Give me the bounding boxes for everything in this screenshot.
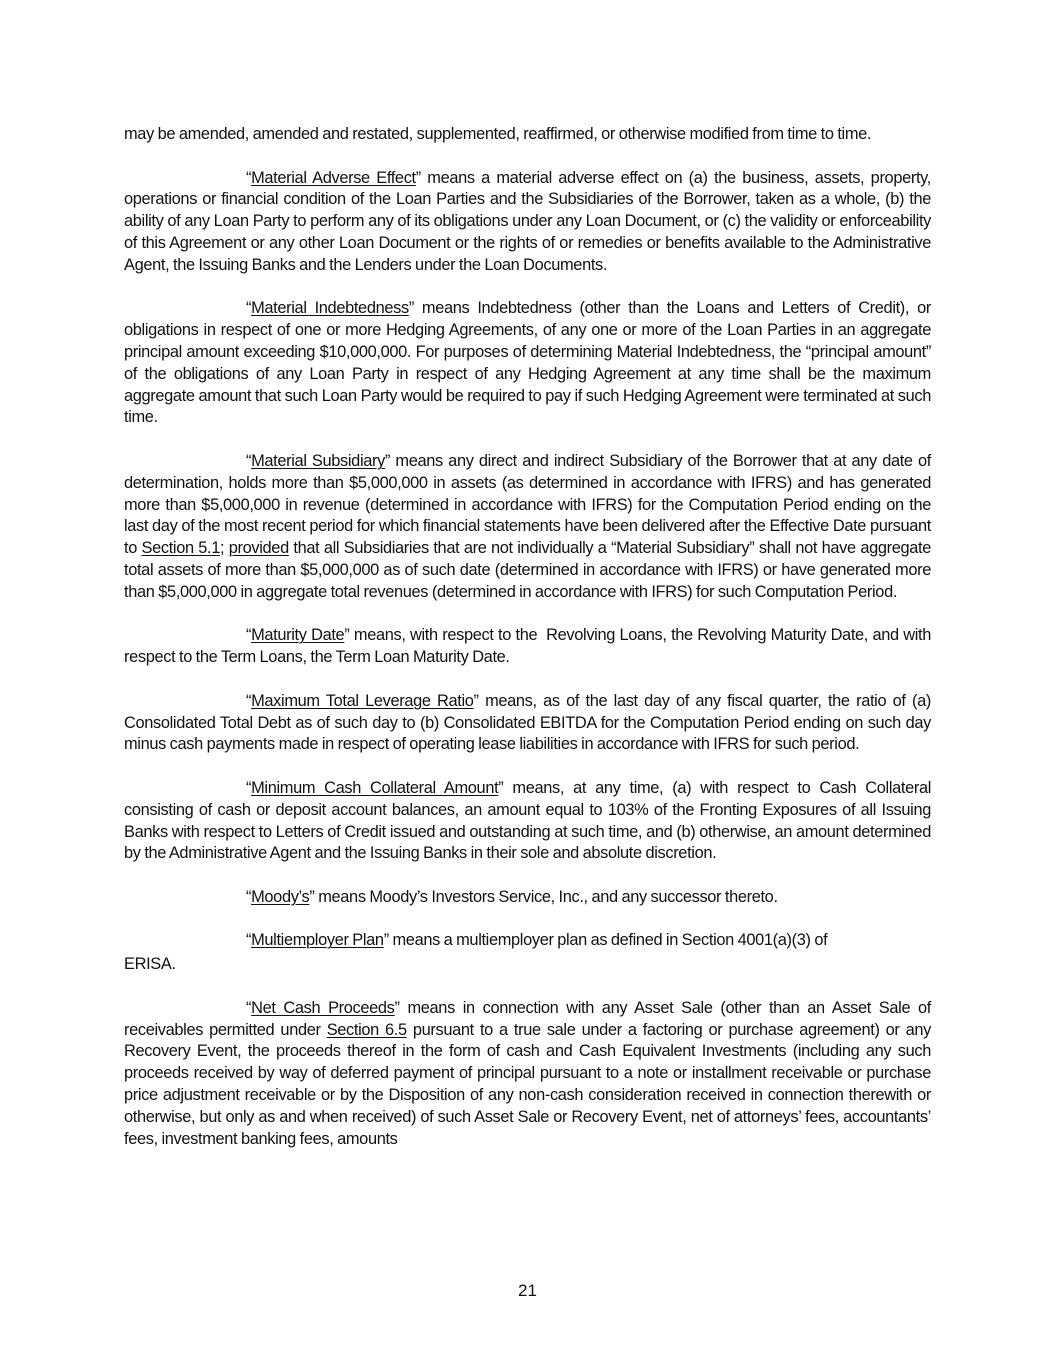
definition-multiemployer-plan (124, 930, 931, 952)
definition-text: means in connection with any Asset Sale (other than an Asset Sale of receivables permitted under (124, 998, 932, 1039)
open-quote: “ (246, 451, 252, 470)
open-quote: “ (246, 887, 252, 906)
definition-text: means Moody’s Investors Service, Inc., and any successor thereto. (314, 887, 778, 906)
open-quote: “ (246, 931, 252, 950)
section-reference: Section 5.1 (141, 539, 221, 558)
definition-maximum-total-leverage-ratio (124, 691, 931, 756)
definition-multiemployer-plan-wrap (124, 952, 931, 976)
close-quote: ” (344, 626, 350, 645)
defined-term: Material Subsidiary (251, 451, 385, 470)
definition-maturity-date (124, 625, 935, 669)
definition-moodys (124, 887, 931, 909)
definition-text: means a multiemployer plan as defined in Section 4001(a)(3) of (388, 931, 828, 950)
open-quote: “ (246, 626, 252, 645)
definition-text: means, with respect to the Revolving Loans, the Revolving Maturity Date, and with respect to the Term Loans, the Term Loan Maturity Date. (124, 626, 935, 667)
definition-text-continued: pursuant to a true sale under a factoring or purchase agreement) or any Recovery Event, the proceeds thereof in the form of cash and Cash Equivalent Investments (including any such proceeds received by way of deferred payment of principal pursuant to a note or installment receivable or purchase price adjustment receivable or by the Disposition of any non-cash consideration received in connection therewith or otherwise, but only as and when received) of such Asset Sale or Recovery Event, net of attorneys’ fees, accountants’ fees, investment banking fees, amounts (124, 1020, 931, 1148)
close-quote: ” (383, 931, 389, 950)
close-quote: ” (408, 299, 414, 318)
section-reference: Section 6.5 (326, 1020, 407, 1039)
open-quote: “ (246, 168, 252, 187)
definition-text: means, at any time, (a) with respect to Cash Collateral consisting of cash or deposit account balances, an amount equal to 103% of the Fronting Exposures of all Issuing Banks with respect to Letters of Credit issued and outstanding at such time, and (b) otherwise, an amount determined by the Administrative Agent and the Issuing Banks in their sole and absolute discretion. (124, 778, 932, 863)
defined-term: Net Cash Proceeds (251, 998, 395, 1017)
definition-text: means any direct and indirect Subsidiary of the Borrower that at any date of determination, holds more than $5,000,000 in assets (as determined in accordance with IFRS) and has generated more than $5,000,000 in revenue (determined in accordance with IFRS) for the Computation Period ending on the last day of the most recent period for which financial statements have been delivered after the Effective Date pursuant to (124, 451, 931, 558)
defined-term: Maximum Total Leverage Ratio (251, 691, 474, 710)
definition-text: means a material adverse effect on (a) the business, assets, property, operations or financial condition of the Loan Parties and the Subsidiaries of the Borrower, taken as a whole, (b) the ability of any Loan Party to perform any of its obligations under any Loan Document, or (c) the validity or enforceability of this Agreement or any other Loan Document or the rights of or remedies or benefits available to the Administrative Agent, the Issuing Banks and the Lenders under the Loan Documents. (124, 168, 931, 274)
definition-material-adverse-effect (124, 168, 931, 277)
page-number: 21 (518, 1281, 537, 1300)
definition-net-cash-proceeds (124, 998, 931, 1151)
separator-text: ; (220, 539, 229, 558)
proviso-term: provided (228, 539, 289, 558)
open-quote: “ (246, 778, 252, 797)
defined-term: Moody’s (251, 887, 310, 906)
definition-text: means, as of the last day of any fiscal quarter, the ratio of (a) Consolidated Total Debt as of such day to (b) Consolidated EBITDA for the Computation Period ending on such day minus cash payments made in respect of operating lease liabilities in accordance with IFRS for such period. (124, 691, 931, 754)
close-quote: ” (473, 691, 479, 710)
defined-term: Material Adverse Effect (251, 168, 416, 187)
definition-text: means Indebtedness (other than the Loans and Letters of Credit), or obligations in respect of one or more Hedging Agreements, of any one or more of the Loan Parties in an aggregate principal amount exceeding $10,000,000. For purposes of determining Material Indebtedness, the “principal amount” of the obligations of any Loan Party in respect of any Hedging Agreement at any time shall be the maximum aggregate amount that such Loan Party would be required to pay if such Hedging Agreement were terminated at such time. (124, 299, 931, 427)
close-quote: ” (394, 998, 400, 1017)
defined-term: Material Indebtedness (251, 299, 409, 318)
close-quote: ” (498, 778, 504, 797)
close-quote: ” (415, 168, 421, 187)
definition-minimum-cash-collateral-amount (124, 778, 931, 865)
defined-term: Multiemployer Plan (251, 931, 384, 950)
defined-term: Minimum Cash Collateral Amount (251, 778, 499, 797)
close-quote: ” (384, 451, 391, 470)
continuation-text: may be amended, amended and restated, supplemented, reaffirmed, or otherwise modified from time to time. (124, 125, 872, 143)
open-quote: “ (246, 998, 252, 1017)
defined-term: Maturity Date (251, 626, 345, 645)
wrapped-text: ERISA. (124, 955, 176, 974)
definition-material-subsidiary (124, 451, 931, 604)
document-page-body (124, 124, 935, 1172)
close-quote: ” (309, 887, 315, 906)
open-quote: “ (246, 299, 252, 318)
open-quote: “ (246, 691, 252, 710)
definition-material-indebtedness (124, 298, 931, 429)
definition-text-continued: that all Subsidiaries that are not individually a “Material Subsidiary” shall not have aggregate total assets of more than $5,000,000 as of such date (determined in accordance with IFRS) or have generated more than $5,000,000 in aggregate total revenues (determined in accordance with IFRS) for such Computation Period. (124, 539, 931, 601)
continuation-paragraph (124, 124, 931, 146)
